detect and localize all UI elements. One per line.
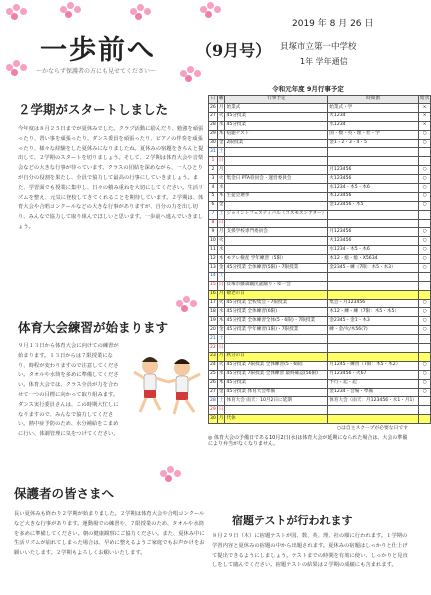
- schedule-cell-weekday: 火: [217, 112, 225, 121]
- schedule-cell-timetable: [328, 272, 419, 281]
- schedule-cell-lunch: ○: [419, 361, 431, 370]
- schedule-cell-event: [225, 166, 328, 175]
- header-timetable: 時間割: [328, 96, 419, 104]
- header-event: 行事予定: [225, 96, 328, 104]
- schedule-cell-timetable: 体育大会（雨天：月123456・水1・月1）: [328, 397, 419, 406]
- schedule-cell-day: 18: [209, 308, 218, 317]
- schedule-cell-event: [225, 184, 328, 193]
- schedule-cell-lunch: [419, 397, 431, 406]
- schedule-note-lunch: ○は自主スクープが必要な日です: [336, 426, 408, 432]
- schedule-cell-event: 45分授業 7限授業 全体練習(5・6限): [225, 361, 328, 370]
- schedule-cell-lunch: [419, 335, 431, 344]
- schedule-cell-event: 代休: [225, 415, 328, 424]
- schedule-cell-weekday: 日: [217, 406, 225, 415]
- section-heading-sports-practice: 体育大会練習が始まります: [18, 320, 169, 335]
- schedule-cell-day: 11: [209, 246, 218, 255]
- schedule-row: [209, 237, 431, 246]
- schedule-cell-day: 20: [209, 326, 218, 335]
- schedule-cell-timetable: 木123456: [328, 192, 419, 201]
- schedule-row: [209, 184, 431, 193]
- schedule-cell-lunch: ○: [419, 308, 431, 317]
- schedule-row: [209, 104, 431, 113]
- schedule-cell-weekday: 水: [217, 308, 225, 317]
- schedule-cell-weekday: 月: [217, 104, 225, 113]
- schedule-row: [209, 228, 431, 237]
- schedule-cell-timetable: [328, 157, 419, 166]
- schedule-cell-lunch: ○: [419, 130, 431, 139]
- schedule-row: [209, 219, 431, 228]
- schedule-cell-timetable: 月123456: [328, 228, 419, 237]
- schedule-cell-timetable: 木12・総・総・X5634: [328, 255, 419, 264]
- schedule-cell-lunch: ○: [419, 237, 431, 246]
- schedule-cell-lunch: [419, 352, 431, 361]
- schedule-row: [209, 112, 431, 121]
- schedule-cell-day: 3: [209, 175, 218, 184]
- schedule-cell-day: 22: [209, 344, 218, 353]
- schedule-cell-weekday: 木: [217, 255, 225, 264]
- schedule-title: 令和元年度 9月行事予定: [272, 85, 344, 93]
- schedule-row: [209, 388, 431, 397]
- schedule-cell-day: 28: [209, 397, 218, 406]
- schedule-cell-event: 45分授業 全校集会・7限授業: [225, 299, 328, 308]
- schedule-header-row: [209, 96, 431, 104]
- schedule-cell-event: [225, 201, 328, 210]
- schedule-cell-timetable: 金1・2・3・4・5: [328, 139, 419, 148]
- schedule-cell-timetable: 木12・練・練（7限：木5・木5）: [328, 308, 419, 317]
- schedule-cell-event: [225, 157, 328, 166]
- newsletter-title: 一歩前へ: [40, 35, 156, 66]
- schedule-cell-day: 27: [209, 112, 218, 121]
- schedule-cell-lunch: [419, 344, 431, 353]
- schedule-cell-lunch: [419, 272, 431, 281]
- section-heading-term-start: ２学期がスタートしました: [18, 102, 169, 117]
- schedule-cell-timetable: [328, 352, 419, 361]
- schedule-row: [209, 192, 431, 201]
- schedule-cell-event: 45分授業 体育大会準備: [225, 388, 328, 397]
- schedule-cell-lunch: ×: [419, 121, 431, 130]
- schedule-cell-lunch: [419, 406, 431, 415]
- schedule-cell-lunch: [419, 415, 431, 424]
- schedule-cell-timetable: [328, 210, 419, 219]
- schedule-cell-lunch: ○: [419, 326, 431, 335]
- schedule-row: [209, 406, 431, 415]
- schedule-cell-event: 始業式: [225, 104, 328, 113]
- schedule-table: [208, 95, 431, 424]
- schedule-cell-weekday: 火: [217, 237, 225, 246]
- schedule-cell-timetable: 水1234・木5・木6: [328, 184, 419, 193]
- schedule-cell-weekday: 木: [217, 317, 225, 326]
- schedule-cell-weekday: 月: [217, 228, 225, 237]
- schedule-cell-timetable: [328, 415, 419, 424]
- schedule-cell-weekday: 水: [217, 184, 225, 193]
- schedule-row: [209, 352, 431, 361]
- schedule-cell-day: 19: [209, 317, 218, 326]
- schedule-row: [209, 175, 431, 184]
- schedule-cell-lunch: ○: [419, 201, 431, 210]
- schedule-cell-timetable: 金2345・金1・木3: [328, 317, 419, 326]
- section-body-sports-practice: ９月１３日から体育大会に向けての練習が始まります。１３日からは７限授業になり、時程が変わりますので注意してください。タオルや水筒を多めに準備してください。体育大会では、クラス全員が力を合わせて一つの目標に向かって取り組みます。ダンス実行委員さんは、この時期大忙しになりますので、みんなで協力してください。熱中症予防のため、水分補給をこまめに行い、体調管理に気をつけてください。: [18, 343, 119, 438]
- schedule-row: [209, 246, 431, 255]
- schedule-cell-day: 6: [209, 201, 218, 210]
- schedule-cell-event: 宿題テスト: [225, 130, 328, 139]
- header-weekday: 曜: [217, 96, 225, 104]
- schedule-cell-lunch: ○: [419, 379, 431, 388]
- schedule-cell-day: 13: [209, 264, 218, 273]
- schedule-row: [209, 370, 431, 379]
- schedule-cell-weekday: 火: [217, 175, 225, 184]
- header-day: 日: [209, 96, 218, 104]
- schedule-cell-timetable: [328, 281, 419, 290]
- schedule-cell-lunch: [419, 148, 431, 157]
- schedule-cell-timetable: 金1234・会場・準備: [328, 388, 419, 397]
- schedule-cell-weekday: 金: [217, 388, 225, 397]
- schedule-row: [209, 264, 431, 273]
- schedule-row: [209, 130, 431, 139]
- schedule-cell-weekday: 水: [217, 370, 225, 379]
- schedule-cell-day: 26: [209, 379, 218, 388]
- schedule-cell-event: 敬老の日: [225, 290, 328, 299]
- schedule-cell-lunch: [419, 210, 431, 219]
- section-heading-parents: 保護者の皆さまへ: [14, 486, 115, 501]
- schedule-cell-day: 16: [209, 290, 218, 299]
- schedule-cell-day: 1: [209, 157, 218, 166]
- schedule-cell-lunch: ○: [419, 317, 431, 326]
- school-name: 貝塚市立第一中学校: [280, 42, 357, 52]
- schedule-cell-lunch: ○: [419, 246, 431, 255]
- schedule-row: [209, 308, 431, 317]
- schedule-cell-day: 31: [209, 148, 218, 157]
- schedule-cell-timetable: 予行・起・起: [328, 379, 419, 388]
- schedule-cell-weekday: 金: [217, 264, 225, 273]
- schedule-cell-event: 45分授業 学年練習(1限)・7限授業: [225, 326, 328, 335]
- schedule-cell-day: 26: [209, 104, 218, 113]
- schedule-cell-timetable: 国・数・英・理・社・学: [328, 130, 419, 139]
- subtitle: ～かならず保護者の方にも見せてください～: [36, 68, 157, 75]
- schedule-cell-timetable: [328, 406, 419, 415]
- schedule-cell-weekday: 火: [217, 361, 225, 370]
- schedule-cell-day: 9: [209, 228, 218, 237]
- schedule-row: [209, 290, 431, 299]
- schedule-cell-event: 支援学校専門委員会: [225, 228, 328, 237]
- schedule-cell-day: 4: [209, 184, 218, 193]
- schedule-cell-weekday: 日: [217, 157, 225, 166]
- schedule-row: [209, 166, 431, 175]
- schedule-cell-lunch: ×: [419, 112, 431, 121]
- schedule-cell-timetable: 金2345・練（7限：木5・木3）: [328, 264, 419, 273]
- section-body-term-start: 今年度は８月２５日までが夏休みでした。クラブ活動に励んだり、勉強を頑張ったり、習い事を頑張ったり、ダンス委員を頑張ったり、ピアノの伴奏を頑張ったり、様々な経験をした夏休みになりましたね。夏休みの宿題をきちんと提出して、２学期のスタートを切りましょう。そして、２学期は体育大会や音楽会などの大きな行事が待っています。クラスの団結を深めながら、一人ひとりが自分の役割を果たし、全員で協力して最高の行事にしていきましょう。また、学習面でも授業に集中し、日々の積み重ねを大切にしてください。生活リズムを整え、元気に登校してきてくれることを期待しています。２学期は、体育大会や合唱コンクールなどの大きな行事がありますが、自分の力を出し切り、みんなで協力して取り組んでほしいと思います。一歩前へ進んでいきましょう。: [18, 126, 204, 230]
- schedule-cell-lunch: ○: [419, 184, 431, 193]
- schedule-cell-day: 29: [209, 406, 218, 415]
- children-running-illustration: [128, 346, 208, 426]
- schedule-cell-lunch: ○: [419, 264, 431, 273]
- schedule-row: [209, 148, 431, 157]
- section-body-homework-test: ８月２９日（木）に宿題テストが国、数、英、理、社の順に行われます。１学期の学習内容と夏休みの宿題の中から出題されます。夏休みの宿題はしっかりと仕上げて提出できるようにしましょう。テストまでの時間を有効に使い、しっかりと見直しをして臨んでください。宿題テストの結果は２学期の成績にも含まれます。: [212, 533, 408, 569]
- schedule-cell-day: 15: [209, 281, 218, 290]
- schedule-cell-timetable: 月123456: [328, 166, 419, 175]
- schedule-cell-event: 45分授業: [225, 379, 328, 388]
- schedule-cell-weekday: 木: [217, 192, 225, 201]
- schedule-row: [209, 255, 431, 264]
- schedule-cell-weekday: 月: [217, 415, 225, 424]
- section-body-parents: 長い夏休みも終わり２学期が始まりました。２学期は体育大会や合唱コンクールなど大きな行事があります。運動場での練習や、７限授業のため、タオルや水筒を多めに準備してください。朝の健康観察にご協力ください。また、夏休み中に生活リズムが崩れてしまった場合は、早めに整えるようご家庭でもお声かけをお願いいたします。２学期もよろしくお願いいたします。: [14, 511, 205, 557]
- schedule-cell-lunch: ○: [419, 255, 431, 264]
- schedule-cell-day: 24: [209, 361, 218, 370]
- schedule-cell-lunch: [419, 290, 431, 299]
- schedule-cell-event: 集金日 PTA役員会・運営委員会: [225, 175, 328, 184]
- schedule-cell-event: [225, 237, 328, 246]
- schedule-cell-weekday: 水: [217, 121, 225, 130]
- schedule-cell-timetable: 始業式・学: [328, 104, 419, 113]
- schedule-cell-weekday: 月: [217, 166, 225, 175]
- schedule-cell-timetable: [328, 219, 419, 228]
- schedule-cell-lunch: ○: [419, 228, 431, 237]
- schedule-cell-event: [225, 148, 328, 157]
- schedule-cell-event: 体育大会 雨天：10月2日に延期: [225, 397, 328, 406]
- schedule-cell-event: 45分授業 全体練習(6限): [225, 308, 328, 317]
- issue-label: （9月号）: [196, 41, 272, 60]
- schedule-cell-timetable: [328, 335, 419, 344]
- schedule-note-reserve-day: ◎ 体育大会の予備日である10月2日(水)は体育大会が延期になられた場合は、大会の準備により弁当がなくなりません。: [208, 434, 408, 448]
- schedule-row: [209, 326, 431, 335]
- schedule-cell-weekday: 火: [217, 299, 225, 308]
- schedule-cell-day: 25: [209, 370, 218, 379]
- schedule-cell-event: 45分授業: [225, 112, 328, 121]
- schedule-cell-event: 45分授業 全体練習全体(5・6限)・7限授業: [225, 317, 328, 326]
- schedule-cell-weekday: 日: [217, 219, 225, 228]
- schedule-cell-lunch: ○: [419, 388, 431, 397]
- schedule-cell-event: [225, 344, 328, 353]
- schedule-row: [209, 157, 431, 166]
- schedule-cell-timetable: 水1234: [328, 121, 419, 130]
- issue-date: 2019 年 8 月 26 日: [292, 19, 374, 29]
- schedule-row: [209, 379, 431, 388]
- schedule-cell-weekday: 木: [217, 379, 225, 388]
- schedule-cell-weekday: 月: [217, 290, 225, 299]
- schedule-cell-day: 29: [209, 130, 218, 139]
- schedule-cell-lunch: ×: [419, 104, 431, 113]
- schedule-cell-timetable: 練・金/火/木56(7): [328, 326, 419, 335]
- schedule-body: [209, 104, 431, 424]
- schedule-cell-weekday: 土: [217, 397, 225, 406]
- schedule-row: [209, 139, 431, 148]
- schedule-row: [209, 299, 431, 308]
- schedule-cell-lunch: ○: [419, 166, 431, 175]
- schedule-cell-timetable: 金123456・木5: [328, 201, 419, 210]
- schedule-table-container: [208, 84, 430, 448]
- schedule-cell-timetable: 火123456: [328, 237, 419, 246]
- schedule-row: [209, 335, 431, 344]
- schedule-cell-weekday: 木: [217, 130, 225, 139]
- section-heading-homework-test: 宿題テストが行われます: [232, 514, 353, 527]
- schedule-cell-event: 生徒会選挙: [225, 192, 328, 201]
- masthead: [0, 0, 420, 82]
- schedule-cell-day: 27: [209, 388, 218, 397]
- schedule-cell-event: モアレ検査 学年練習（5限）: [225, 255, 328, 264]
- schedule-cell-timetable: 月1245・練習（7限：木5・木2）: [328, 361, 419, 370]
- schedule-cell-timetable: [328, 290, 419, 299]
- schedule-cell-weekday: 水: [217, 246, 225, 255]
- schedule-cell-weekday: 月: [217, 352, 225, 361]
- schedule-row: [209, 344, 431, 353]
- schedule-cell-event: 45分授業: [225, 121, 328, 130]
- schedule-cell-lunch: ○: [419, 370, 431, 379]
- schedule-row: [209, 281, 431, 290]
- schedule-cell-day: 5: [209, 192, 218, 201]
- schedule-cell-weekday: 土: [217, 148, 225, 157]
- schedule-cell-lunch: [419, 157, 431, 166]
- schedule-cell-day: 2: [209, 166, 218, 175]
- schedule-row: [209, 210, 431, 219]
- schedule-cell-weekday: 金: [217, 326, 225, 335]
- schedule-cell-event: [225, 335, 328, 344]
- schedule-cell-event: 貝塚市藤森踊民謡踊り・ゆ一会: [225, 281, 328, 290]
- schedule-cell-lunch: ○: [419, 192, 431, 201]
- schedule-cell-event: [225, 406, 328, 415]
- schedule-cell-weekday: 土: [217, 335, 225, 344]
- schedule-cell-event: [225, 219, 328, 228]
- schedule-cell-event: 45分授業 7限授業 全体練習 最終確認(56限): [225, 370, 328, 379]
- schedule-cell-day: 30: [209, 139, 218, 148]
- schedule-cell-lunch: ○: [419, 139, 431, 148]
- schedule-cell-timetable: 火1234: [328, 112, 419, 121]
- schedule-cell-lunch: [419, 281, 431, 290]
- schedule-cell-timetable: 集会・月123456: [328, 299, 419, 308]
- schedule-row: [209, 121, 431, 130]
- schedule-row: [209, 361, 431, 370]
- schedule-row: [209, 201, 431, 210]
- schedule-cell-weekday: 土: [217, 272, 225, 281]
- schedule-cell-timetable: 水1234・木5・木6: [328, 246, 419, 255]
- schedule-cell-weekday: 土: [217, 210, 225, 219]
- schedule-cell-timetable: 月123456・火67: [328, 370, 419, 379]
- schedule-cell-timetable: [328, 344, 419, 353]
- schedule-cell-weekday: 金: [217, 139, 225, 148]
- schedule-cell-event: ジョイントフェスティバル（コスモスシアター）: [225, 210, 328, 219]
- schedule-cell-lunch: ○: [419, 175, 431, 184]
- schedule-row: [209, 272, 431, 281]
- schedule-cell-day: 21: [209, 335, 218, 344]
- schedule-cell-event: 45分授業 全体練習(5限)・7限授業: [225, 264, 328, 273]
- schedule-cell-day: 10: [209, 237, 218, 246]
- schedule-cell-event: 秋分の日: [225, 352, 328, 361]
- schedule-cell-event: [225, 272, 328, 281]
- schedule-cell-day: 12: [209, 255, 218, 264]
- schedule-cell-event: [225, 246, 328, 255]
- schedule-cell-weekday: 日: [217, 281, 225, 290]
- schedule-cell-timetable: [328, 148, 419, 157]
- schedule-cell-day: 8: [209, 219, 218, 228]
- schedule-cell-lunch: [419, 219, 431, 228]
- schedule-cell-timetable: 火123456: [328, 175, 419, 184]
- schedule-cell-day: 14: [209, 272, 218, 281]
- schedule-cell-day: 23: [209, 352, 218, 361]
- schedule-cell-day: 17: [209, 299, 218, 308]
- class-label: 1年 学年通信: [300, 57, 348, 66]
- schedule-cell-day: 28: [209, 121, 218, 130]
- header-lunch: 給食: [419, 96, 431, 104]
- schedule-cell-day: 7: [209, 210, 218, 219]
- schedule-cell-event: 2限授業: [225, 139, 328, 148]
- schedule-cell-day: 30: [209, 415, 218, 424]
- schedule-cell-weekday: 金: [217, 201, 225, 210]
- schedule-row: [209, 397, 431, 406]
- schedule-row: [209, 317, 431, 326]
- schedule-cell-weekday: 日: [217, 344, 225, 353]
- schedule-cell-lunch: ○: [419, 299, 431, 308]
- schedule-row: [209, 415, 431, 424]
